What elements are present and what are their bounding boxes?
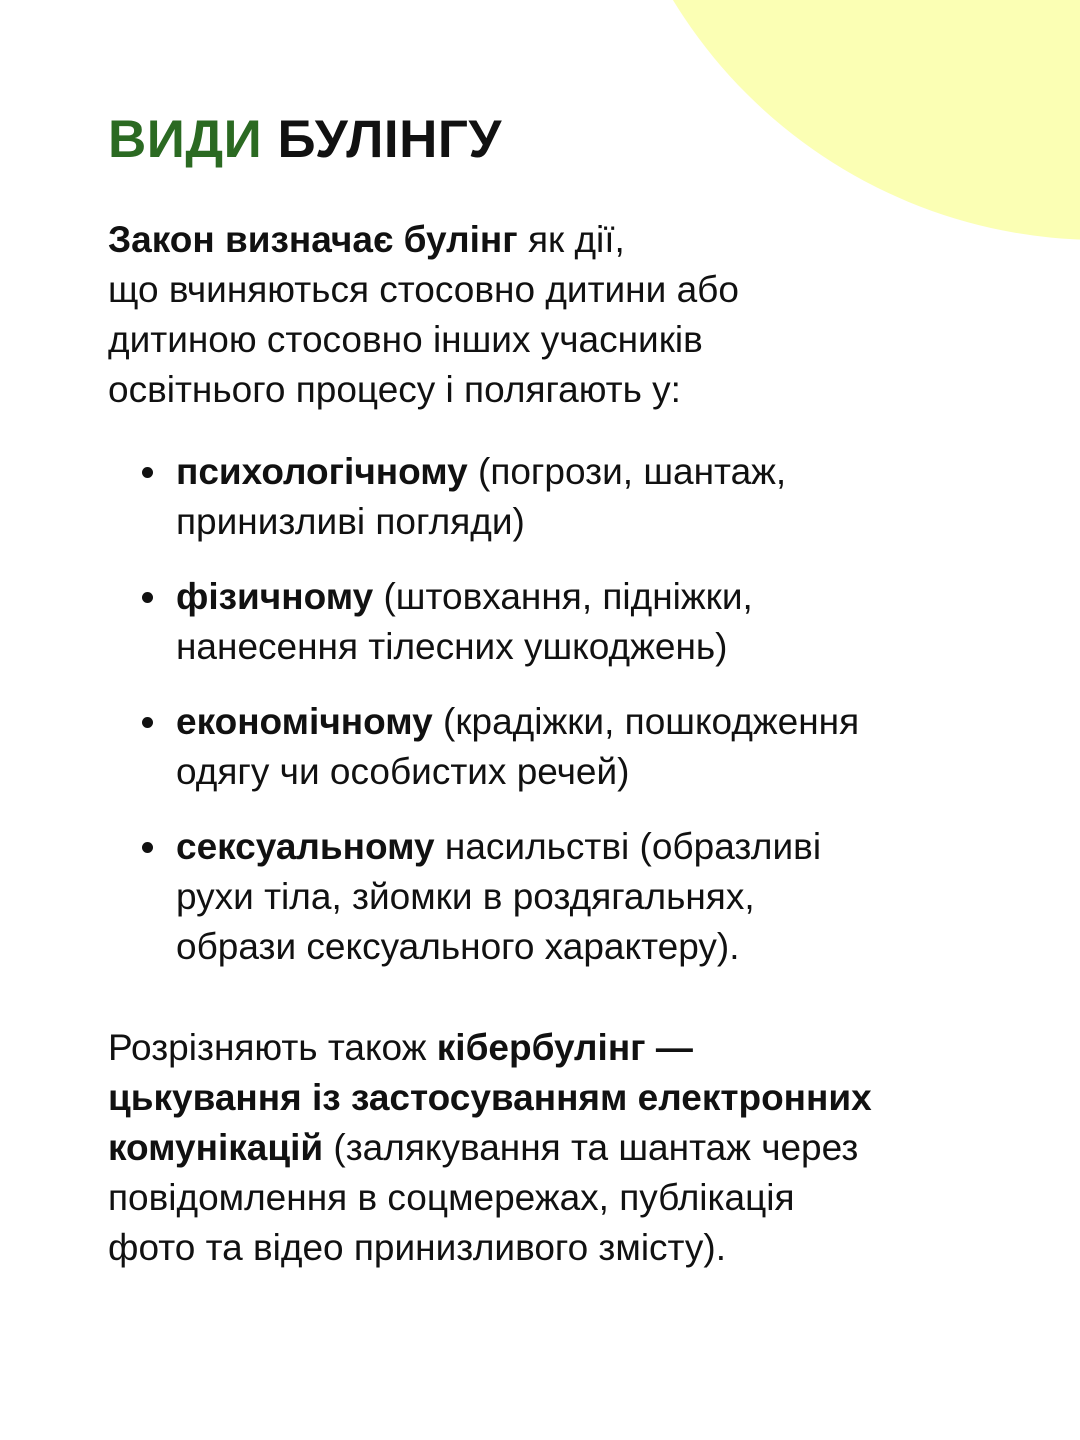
intro-lead-bold: Закон визначає булінг <box>108 219 518 260</box>
outro-line-5: фото та відео принизливого змісту). <box>108 1227 727 1268</box>
list-item-physical <box>108 572 1008 672</box>
bullet-icon <box>142 717 153 728</box>
list-item-line-2: нанесення тілесних ушкоджень) <box>176 626 728 667</box>
list-item-detail: (погрози, шантаж, <box>467 451 787 492</box>
list-item-line-2: принизливі погляди) <box>176 501 525 542</box>
intro-line-3: дитиною стосовно інших учасників <box>108 319 703 360</box>
outro-line-1 <box>108 1023 1008 1073</box>
intro-line-4: освітнього процесу і полягають у: <box>108 369 681 410</box>
list-item-psychological <box>108 447 1008 547</box>
list-item-detail: (крадіжки, пошкодження <box>432 701 860 742</box>
intro-paragraph <box>108 215 1008 415</box>
title-rest-word: БУЛІНГУ <box>277 110 502 169</box>
list-item-sexual <box>108 822 1008 972</box>
outro-line-3-rest: (залякування та шантаж через <box>323 1127 859 1168</box>
outro-line-3 <box>108 1123 1008 1173</box>
cyberbullying-paragraph <box>108 1023 1008 1273</box>
list-item-term: психологічному <box>176 451 468 492</box>
list-item-term: сексуальному <box>176 826 435 867</box>
outro-bold-end: комунікацій <box>108 1127 324 1168</box>
bullet-icon <box>142 842 153 853</box>
list-item-term: економічному <box>176 701 433 742</box>
intro-line-1 <box>108 215 1008 265</box>
list-item-term: фізичному <box>176 576 374 617</box>
outro-lead: Розрізняють також <box>108 1027 437 1068</box>
title-accent-word: ВИДИ <box>108 110 263 169</box>
list-item-line-2: одягу чи особистих речей) <box>176 751 630 792</box>
list-item-detail: (штовхання, підніжки, <box>373 576 753 617</box>
decorative-yellow-circle <box>600 0 1080 240</box>
bullet-icon <box>142 592 153 603</box>
outro-bold-term: кібербулінг — <box>436 1027 693 1068</box>
list-item-line-2: рухи тіла, зйомки в роздягальнях, <box>176 876 755 917</box>
bullet-icon <box>142 467 153 478</box>
page-title <box>108 108 502 172</box>
list-item-economic <box>108 697 1008 797</box>
bullying-types-list <box>108 447 1008 997</box>
outro-line-2: цькування із застосуванням електронних <box>108 1077 872 1118</box>
list-item-detail: насильстві (образливі <box>434 826 822 867</box>
outro-line-4: повідомлення в соцмережах, публікація <box>108 1177 795 1218</box>
intro-line-2: що вчиняються стосовно дитини або <box>108 269 739 310</box>
list-item-line-3: образи сексуального характеру). <box>176 926 740 967</box>
intro-line-1-rest: як дії, <box>517 219 625 260</box>
